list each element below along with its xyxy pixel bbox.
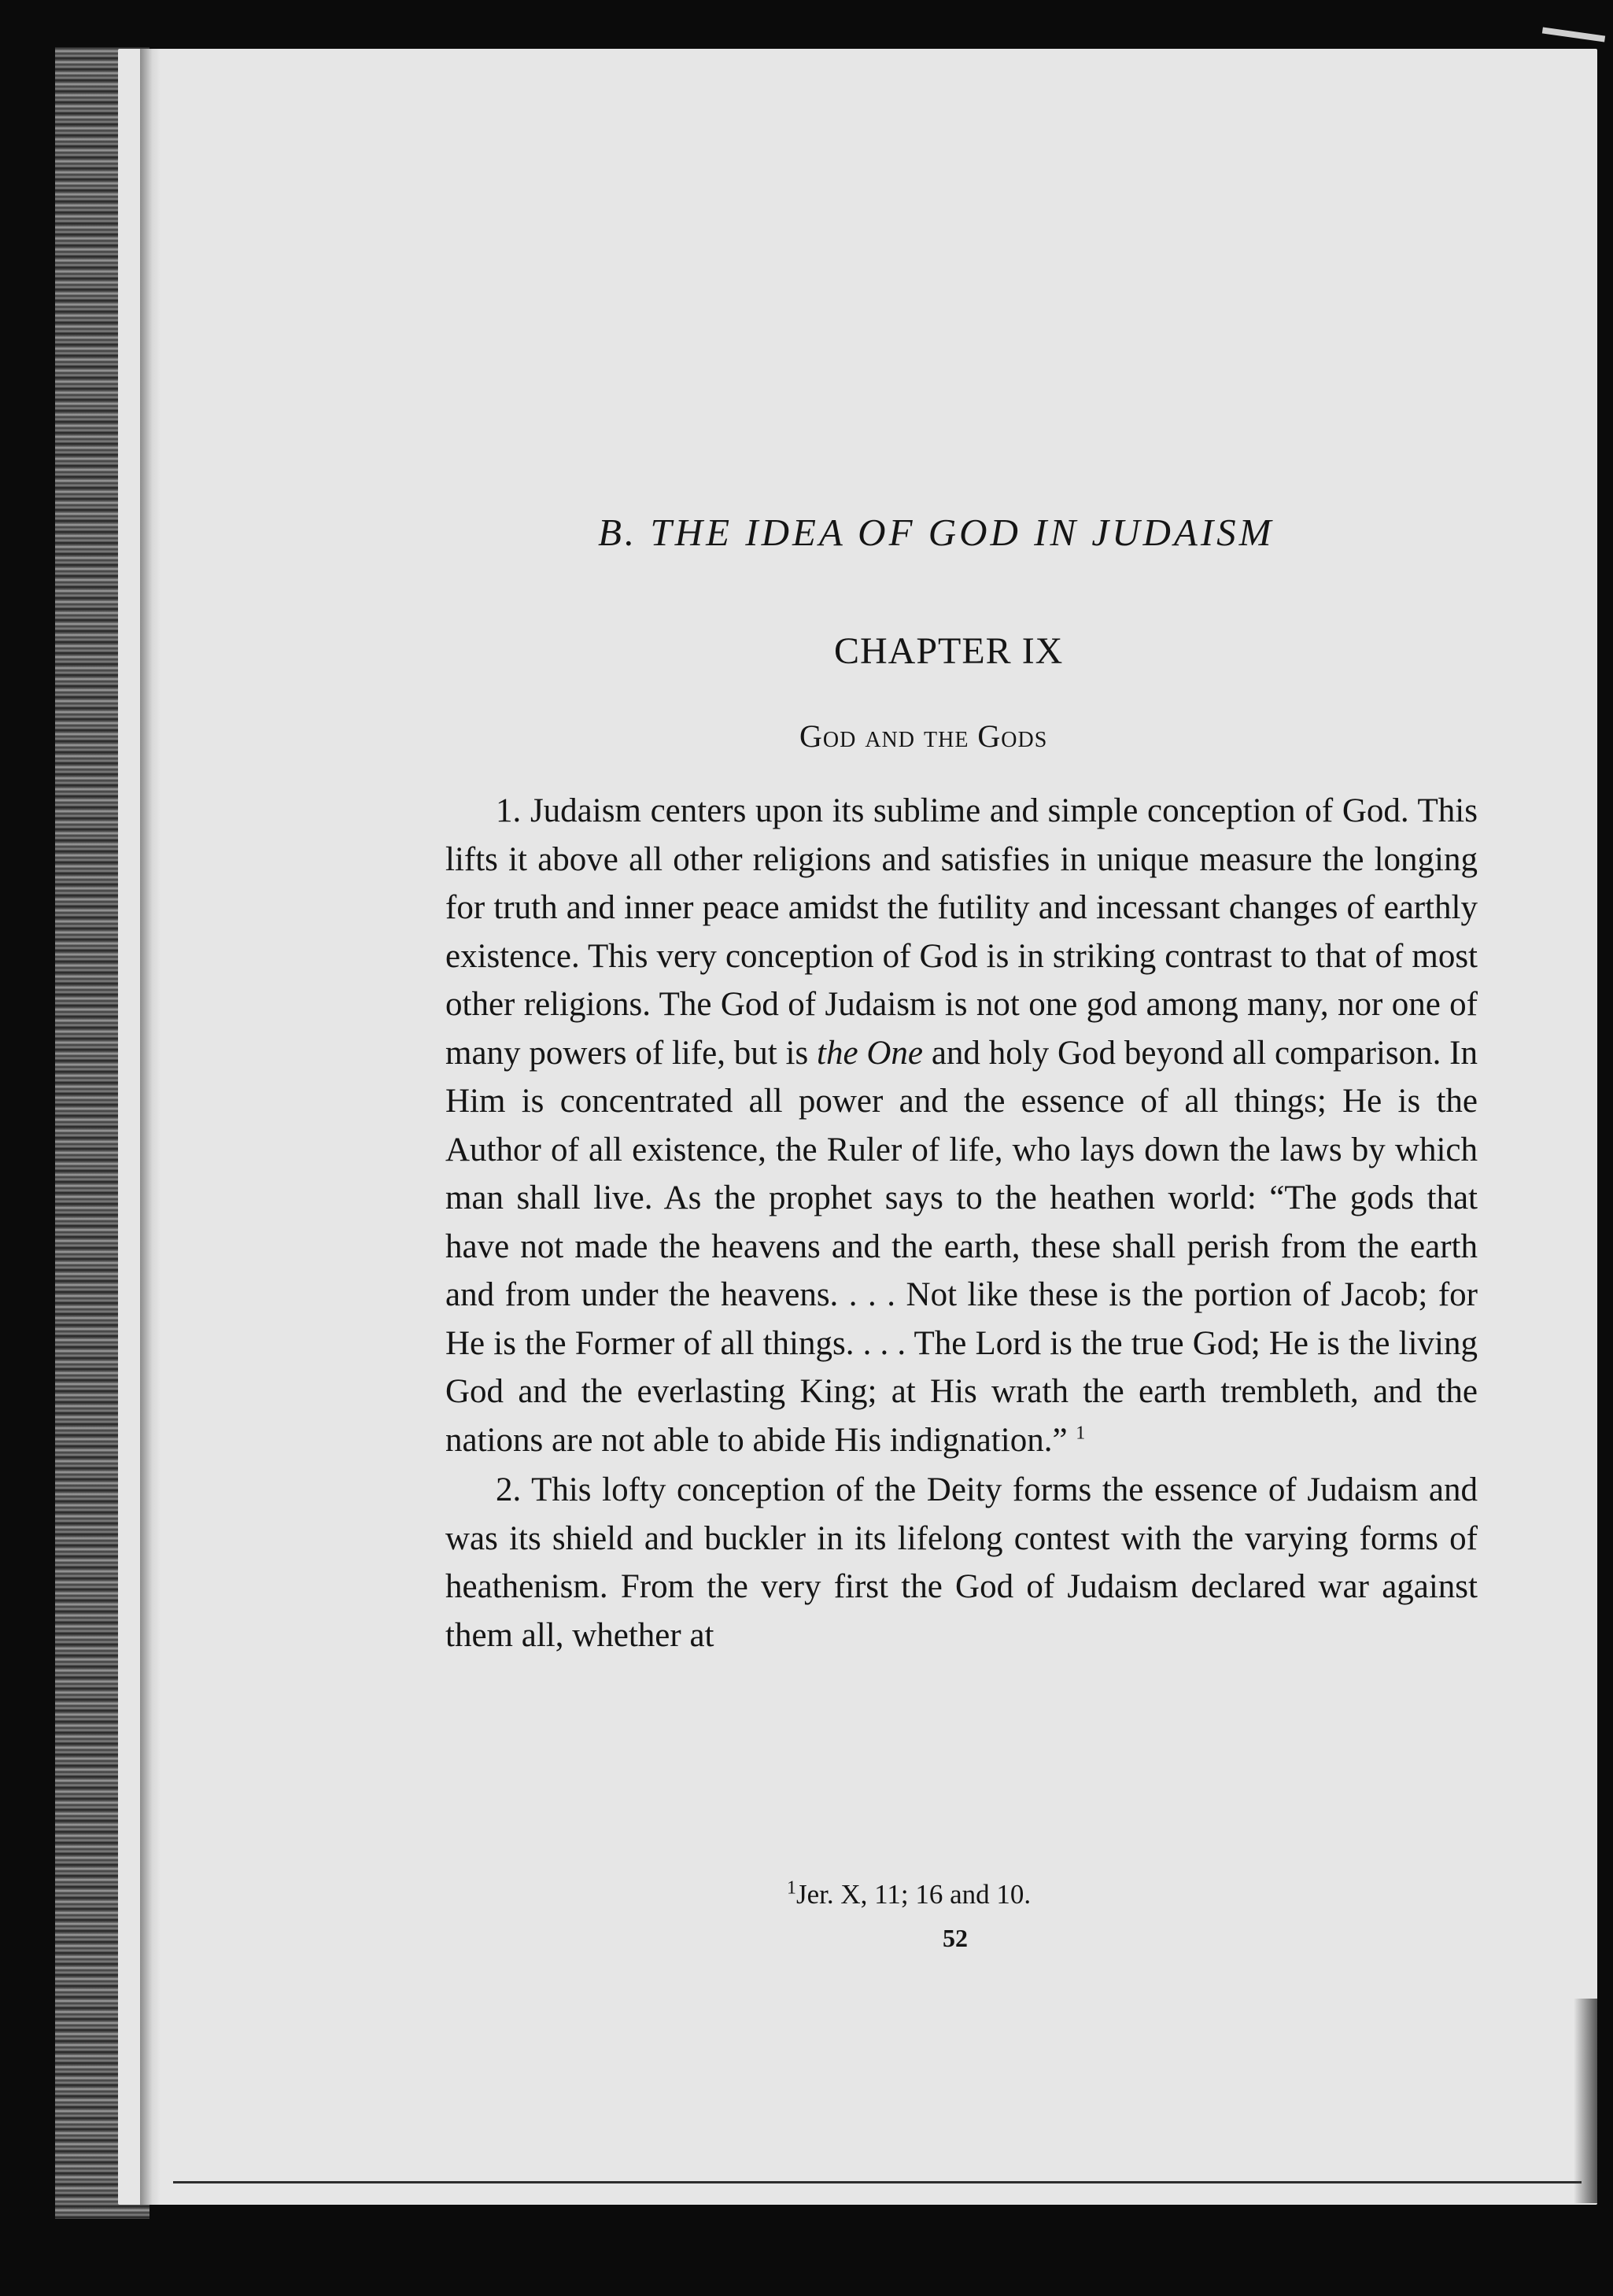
- footnote-marker: 1: [787, 1877, 796, 1899]
- page-number: 52: [943, 1924, 968, 1952]
- chapter-number: CHAPTER IX: [834, 630, 1064, 672]
- page-right-shadow: [1574, 1999, 1597, 2203]
- paragraph-2: 2. This lofty conception of the Deity forms the essence of Judaism and was its shield and buckler in its lifelong contest with the varying forms of heathenism. From the very first the God of Judaism declared war against them all, whether at: [445, 1471, 1478, 1654]
- part-heading: B. THE IDEA OF GOD IN JUDAISM: [598, 511, 1275, 554]
- chapter-body: [445, 787, 1478, 1659]
- footnote-reference-marker: 1: [1076, 1423, 1086, 1444]
- paragraph-1-rest: and holy God beyond all comparison. In Him is concentrated all power and the essence of all things; He is the Author of all existence, the Ruler of life, who lays down the laws by which man shall live. As the prophet says to the heathen world: “The gods that have not made the heavens and the earth, these shall perish from the earth and from under the heavens. . . . Not like these is the portion of Jacob; for He is the Former of all things. . . . The Lord is the true God; He is the living God and the everlasting King; at His wrath the earth trembleth, and the nations are not able to abide His indignation.”: [445, 1034, 1478, 1459]
- paragraph-1-emphasis: the One: [817, 1034, 924, 1072]
- footnote-text: Jer. X, 11; 16 and 10.: [796, 1879, 1032, 1910]
- scan-corner-mark: [1542, 27, 1605, 42]
- page-gutter-edge: [140, 49, 161, 2205]
- paragraph-1-lead: 1. Judaism centers upon its sublime and simple conception of God. This lifts it above all other religions and satisfies in unique measure the longing for truth and inner peace amidst the futility and incessant changes of earthly existence. This very conception of God is in striking contrast to that of most other religions. The God of Judaism is not one god among many, nor one of many powers of life, but is: [445, 792, 1478, 1072]
- footnote: [787, 1879, 1031, 1910]
- chapter-title: God and the Gods: [799, 718, 1048, 754]
- paragraph-1: [445, 787, 1478, 1464]
- page-bottom-edge: [173, 2181, 1582, 2183]
